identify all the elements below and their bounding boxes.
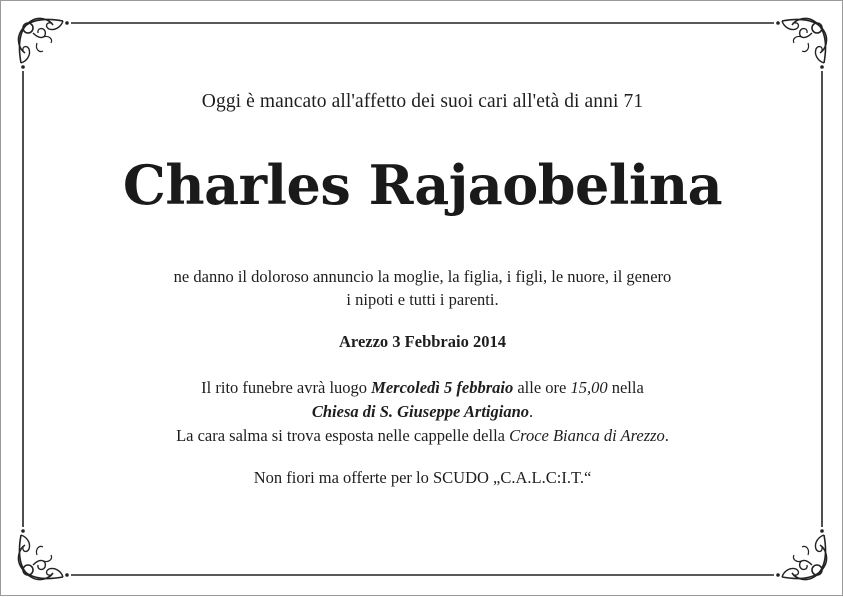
intro-line: Oggi è mancato all'affetto dei suoi cari all'età di anni 71 bbox=[201, 91, 644, 112]
viewing-place: Croce Bianca di Arezzo bbox=[509, 426, 665, 445]
mourners-text bbox=[1, 265, 843, 311]
obituary-content bbox=[1, 1, 843, 597]
mourners-line-1: ne danno il doloroso annuncio la moglie, la figlia, i figli, le nuore, il genero bbox=[173, 267, 672, 286]
funeral-time: 15,00 bbox=[570, 378, 608, 397]
funeral-line-1-end: nella bbox=[607, 378, 644, 397]
funeral-day: Mercoledì 5 febbraio bbox=[371, 378, 514, 397]
funeral-line-3-end: . bbox=[664, 426, 669, 445]
viewing-text: La cara salma si trova esposta nelle cappelle della bbox=[176, 426, 510, 445]
funeral-intro-text: Il rito funebre avrà luogo bbox=[201, 378, 372, 397]
donation-note: Non fiori ma offerte per lo SCUDO „C.A.L.C:I.T.“ bbox=[253, 468, 592, 487]
funeral-church: Chiesa di S. Giuseppe Artigiano bbox=[311, 402, 529, 421]
funeral-line-2 bbox=[1, 400, 843, 424]
mourners-line-2: i nipoti e tutti i parenti. bbox=[346, 290, 499, 309]
funeral-line-1 bbox=[1, 376, 843, 400]
funeral-details bbox=[1, 376, 843, 448]
place-and-date: Arezzo 3 Febbraio 2014 bbox=[339, 332, 506, 351]
funeral-line-3 bbox=[1, 424, 843, 448]
deceased-name: Charles Rajaobelina bbox=[122, 153, 723, 217]
funeral-line-2-end: . bbox=[529, 402, 534, 421]
funeral-time-prefix: alle ore bbox=[513, 378, 571, 397]
